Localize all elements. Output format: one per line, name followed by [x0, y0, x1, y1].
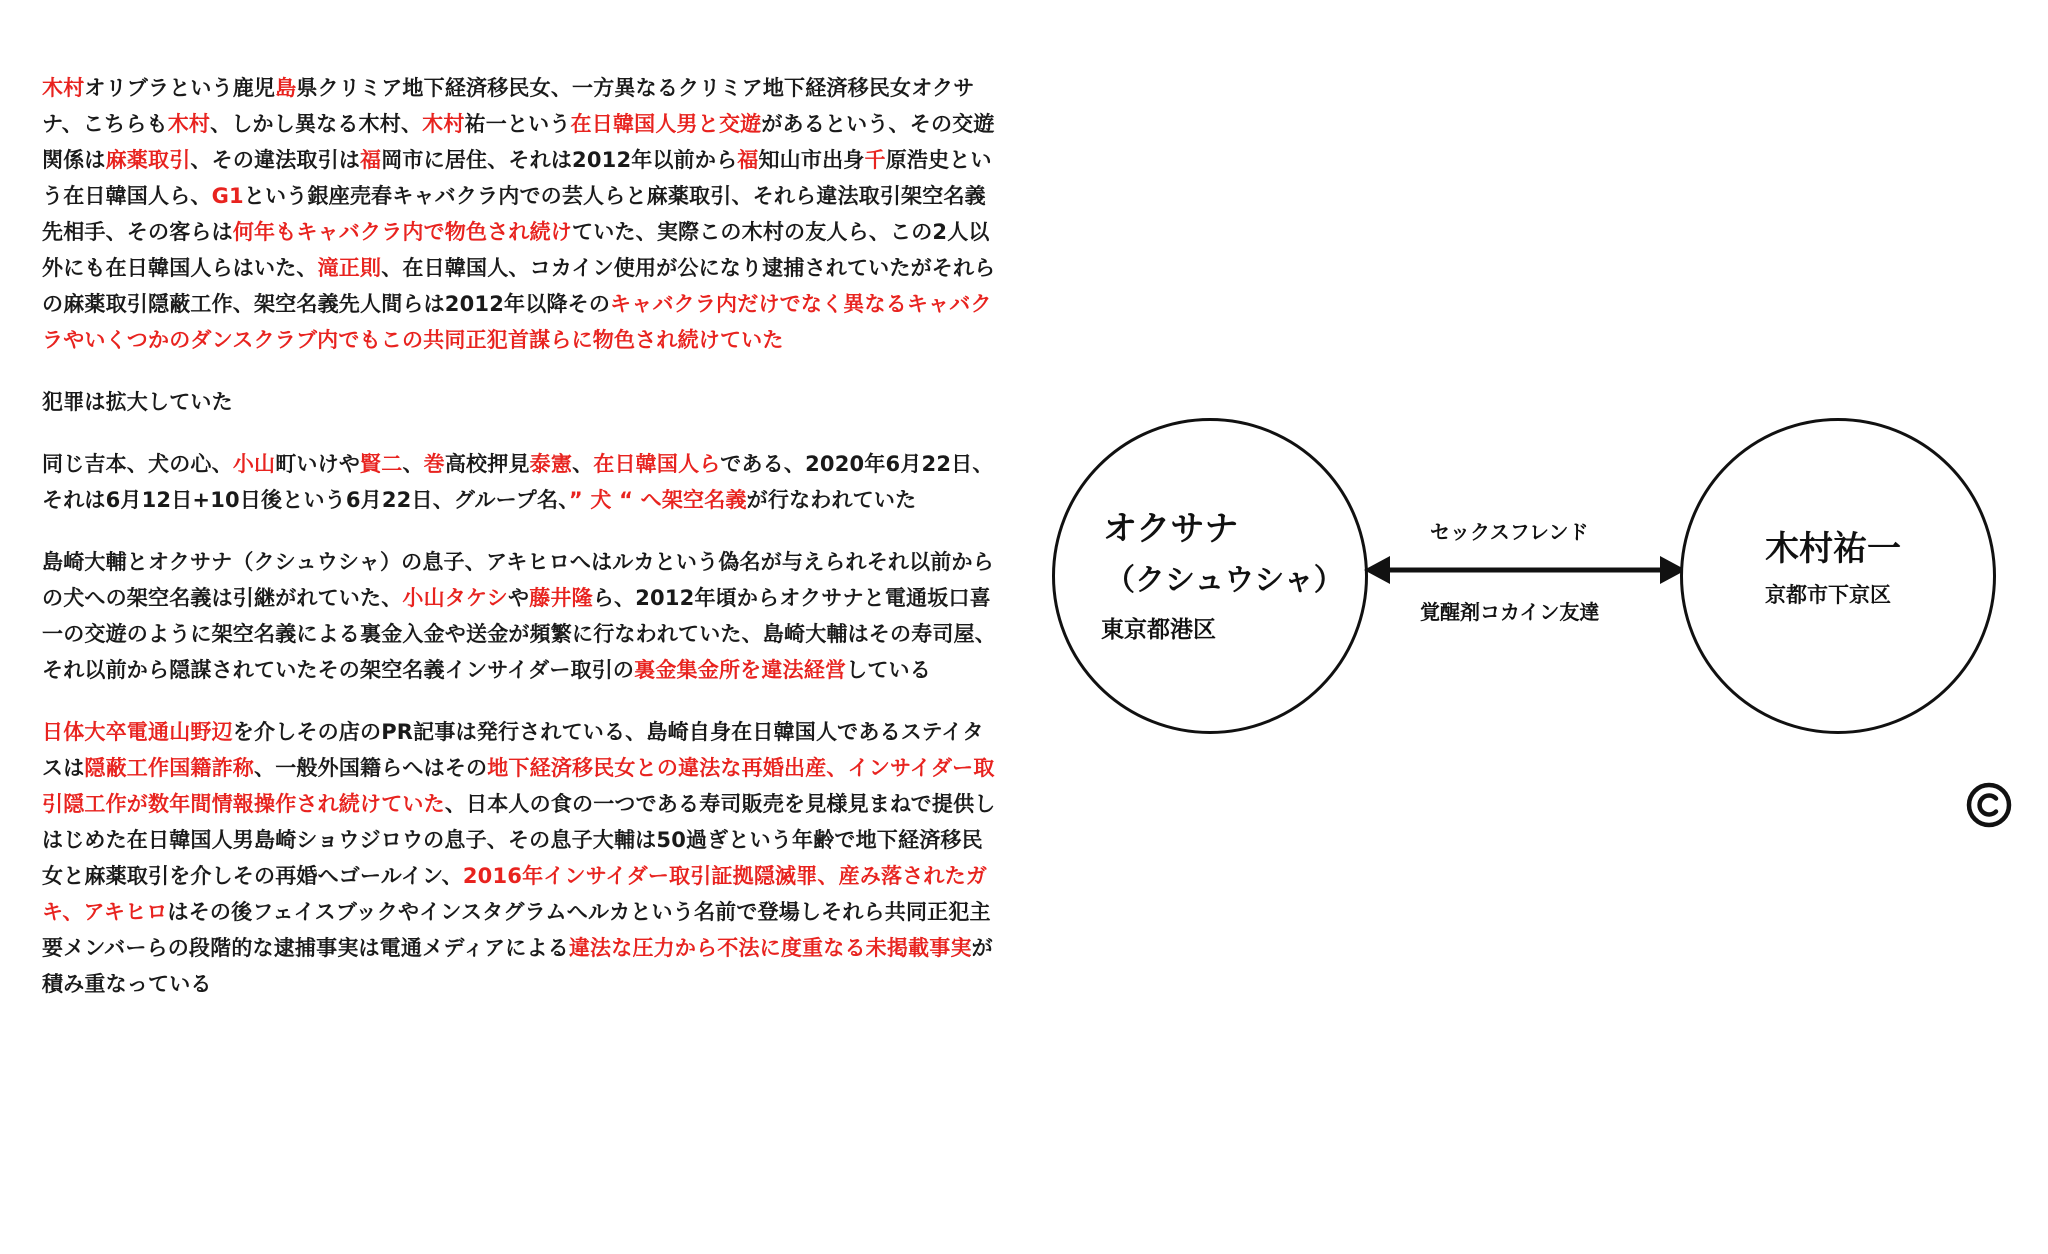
body-text: 原浩史という在日韓国人ら、	[42, 148, 992, 208]
highlighted-text: 小山タケシ	[402, 586, 508, 610]
highlighted-text: 日体大卒電通山野辺	[42, 720, 233, 744]
body-text: があるという、その交遊関係は	[42, 112, 995, 172]
body-text: である、2020年6月22日、それは6月12日+10日後という6月22日、グループ名、	[42, 452, 994, 512]
highlighted-text: 麻薬取引	[105, 148, 191, 172]
right-node-place: 京都市下京区	[1765, 583, 1891, 607]
article-paragraph	[42, 70, 1002, 358]
highlighted-text: 木村	[42, 76, 85, 100]
person-node-left	[1052, 418, 1368, 734]
body-text: 島崎大輔とオクサナ（クシュウシャ）の息子、アキヒロへはルカという偽名が与えられそれ以前からの犬への架空名義は引継がれていた、	[42, 550, 994, 610]
highlighted-text: 木村	[422, 112, 465, 136]
highlighted-text: G1	[211, 184, 244, 208]
body-text: 、一般外国籍らへはその	[254, 756, 488, 780]
article-paragraph	[42, 714, 1002, 1002]
highlighted-text: 巻	[423, 452, 445, 476]
body-text: 同じ吉本、犬の心、	[42, 452, 233, 476]
highlighted-text: 滝正則	[317, 256, 382, 280]
left-node-place: 東京都港区	[1101, 617, 1216, 643]
body-text: 犯罪は拡大していた	[42, 390, 233, 414]
edge-label-bottom: 覚醒剤コカイン友達	[1420, 600, 1600, 624]
article-paragraph	[42, 446, 1002, 518]
relationship-diagram	[1040, 400, 2020, 760]
body-text: という銀座売春キャバクラ内での芸人らと麻薬取引、それら違法取引架空名義先相手、その客らは	[42, 184, 986, 244]
body-text: 県クリミア地下経済移民女、一方異なるクリミア地下経済移民女オクサナ、こちらも	[42, 76, 975, 136]
highlighted-text: 賢二	[360, 452, 403, 476]
highlighted-text: 違法な圧力から不法に度重なる未掲載事実	[568, 936, 972, 960]
copyright-icon	[1966, 782, 2012, 828]
body-text: 、在日韓国人、コカイン使用が公になり逮捕されていたがそれらの麻薬取引隠蔽工作、架空名義先人間らは2012年以降その	[42, 256, 996, 316]
body-text: している	[846, 658, 931, 682]
article-paragraph	[42, 384, 1002, 420]
body-text: はその後フェイスブックやインスタグラムへルカという名前で登場しそれら共同正犯主要メンバーらの段階的な逮捕事実は電通メディアによる	[42, 900, 991, 960]
highlighted-text: 何年もキャバクラ内で物色され続け	[232, 220, 573, 244]
edge-label-top: セックスフレンド	[1430, 520, 1589, 544]
body-text: 、	[572, 452, 594, 476]
left-node-alias: （クシュウシャ）	[1105, 563, 1344, 598]
double-arrow-icon	[1364, 550, 1686, 590]
body-text: 、日本人の食の一つである寿司販売を見様見まねで提供しはじめた在日韓国人男島崎ショウジロウの息子、その息子大輔は50過ぎという年齢で地下経済移民女と麻薬取引を介しその再婚へゴールイン、	[42, 792, 996, 888]
highlighted-text: 在日韓国人男と交遊	[570, 112, 762, 136]
highlighted-text: 島	[275, 76, 297, 100]
body-text: ていた、実際この木村の友人ら、この2人以外にも在日韓国人らはいた、	[42, 220, 990, 280]
highlighted-text: 福	[360, 148, 382, 172]
body-text: が積み重なっている	[42, 936, 993, 996]
highlighted-text: キャバクラ内だけでなく異なるキャバクラやいくつかのダンスクラブ内でもこの共同正犯首謀らに物色され続けていた	[42, 292, 992, 352]
article-paragraph	[42, 544, 1002, 688]
body-text: オリブラという鹿児	[84, 76, 276, 100]
highlighted-text: 地下経済移民女との違法な再婚出産、インサイダー取引隠工作が数年間情報操作され続けていた	[42, 756, 995, 816]
body-text: 町いけや	[275, 452, 361, 476]
body-text: が行なわれていた	[746, 488, 917, 512]
highlighted-text: 2016年インサイダー取引証拠隠滅罪、産み落されたガキ、アキヒロ	[42, 864, 988, 924]
highlighted-text: 裏金集金所を違法経営	[634, 658, 847, 682]
highlighted-text: 福	[737, 148, 759, 172]
highlighted-text: 小山	[232, 452, 276, 476]
highlighted-text: 藤井隆	[529, 586, 593, 610]
highlighted-text: 在日韓国人ら	[593, 452, 721, 476]
body-text: 高校押見	[444, 452, 530, 476]
highlighted-text: 千	[864, 148, 886, 172]
body-text: 、しかし異なる木村、	[210, 112, 423, 136]
body-text: 、	[402, 452, 424, 476]
person-node-right	[1680, 418, 1996, 734]
body-text: ら、2012年頃からオクサナと電通坂口喜一の交遊のように架空名義による裏金入金や送金が頻繁に行なわれていた、島崎大輔はその寿司屋、それ以前から隠謀されていたその架空名義インサイダー取引の	[42, 586, 996, 682]
body-text: 祐一という	[464, 112, 571, 136]
right-node-name: 木村祐一	[1765, 529, 1901, 569]
body-text: 、その違法取引は	[190, 148, 361, 172]
highlighted-text: 木村	[167, 112, 211, 136]
highlighted-text: 泰憲	[529, 452, 573, 476]
body-text: や	[508, 586, 530, 610]
highlighted-text: ” 犬 “ へ架空名義	[568, 488, 747, 512]
body-text: を介しその店のPR記事は発行されている、島崎自身在日韓国人であるステイタスは	[42, 720, 984, 780]
body-text: 岡市に居住、それは2012年以前から	[381, 148, 738, 172]
article-text-column	[42, 70, 1002, 1028]
left-node-name: オクサナ	[1103, 509, 1239, 549]
highlighted-text: 隠蔽工作国籍詐称	[84, 756, 255, 780]
body-text: 知山市出身	[758, 148, 865, 172]
